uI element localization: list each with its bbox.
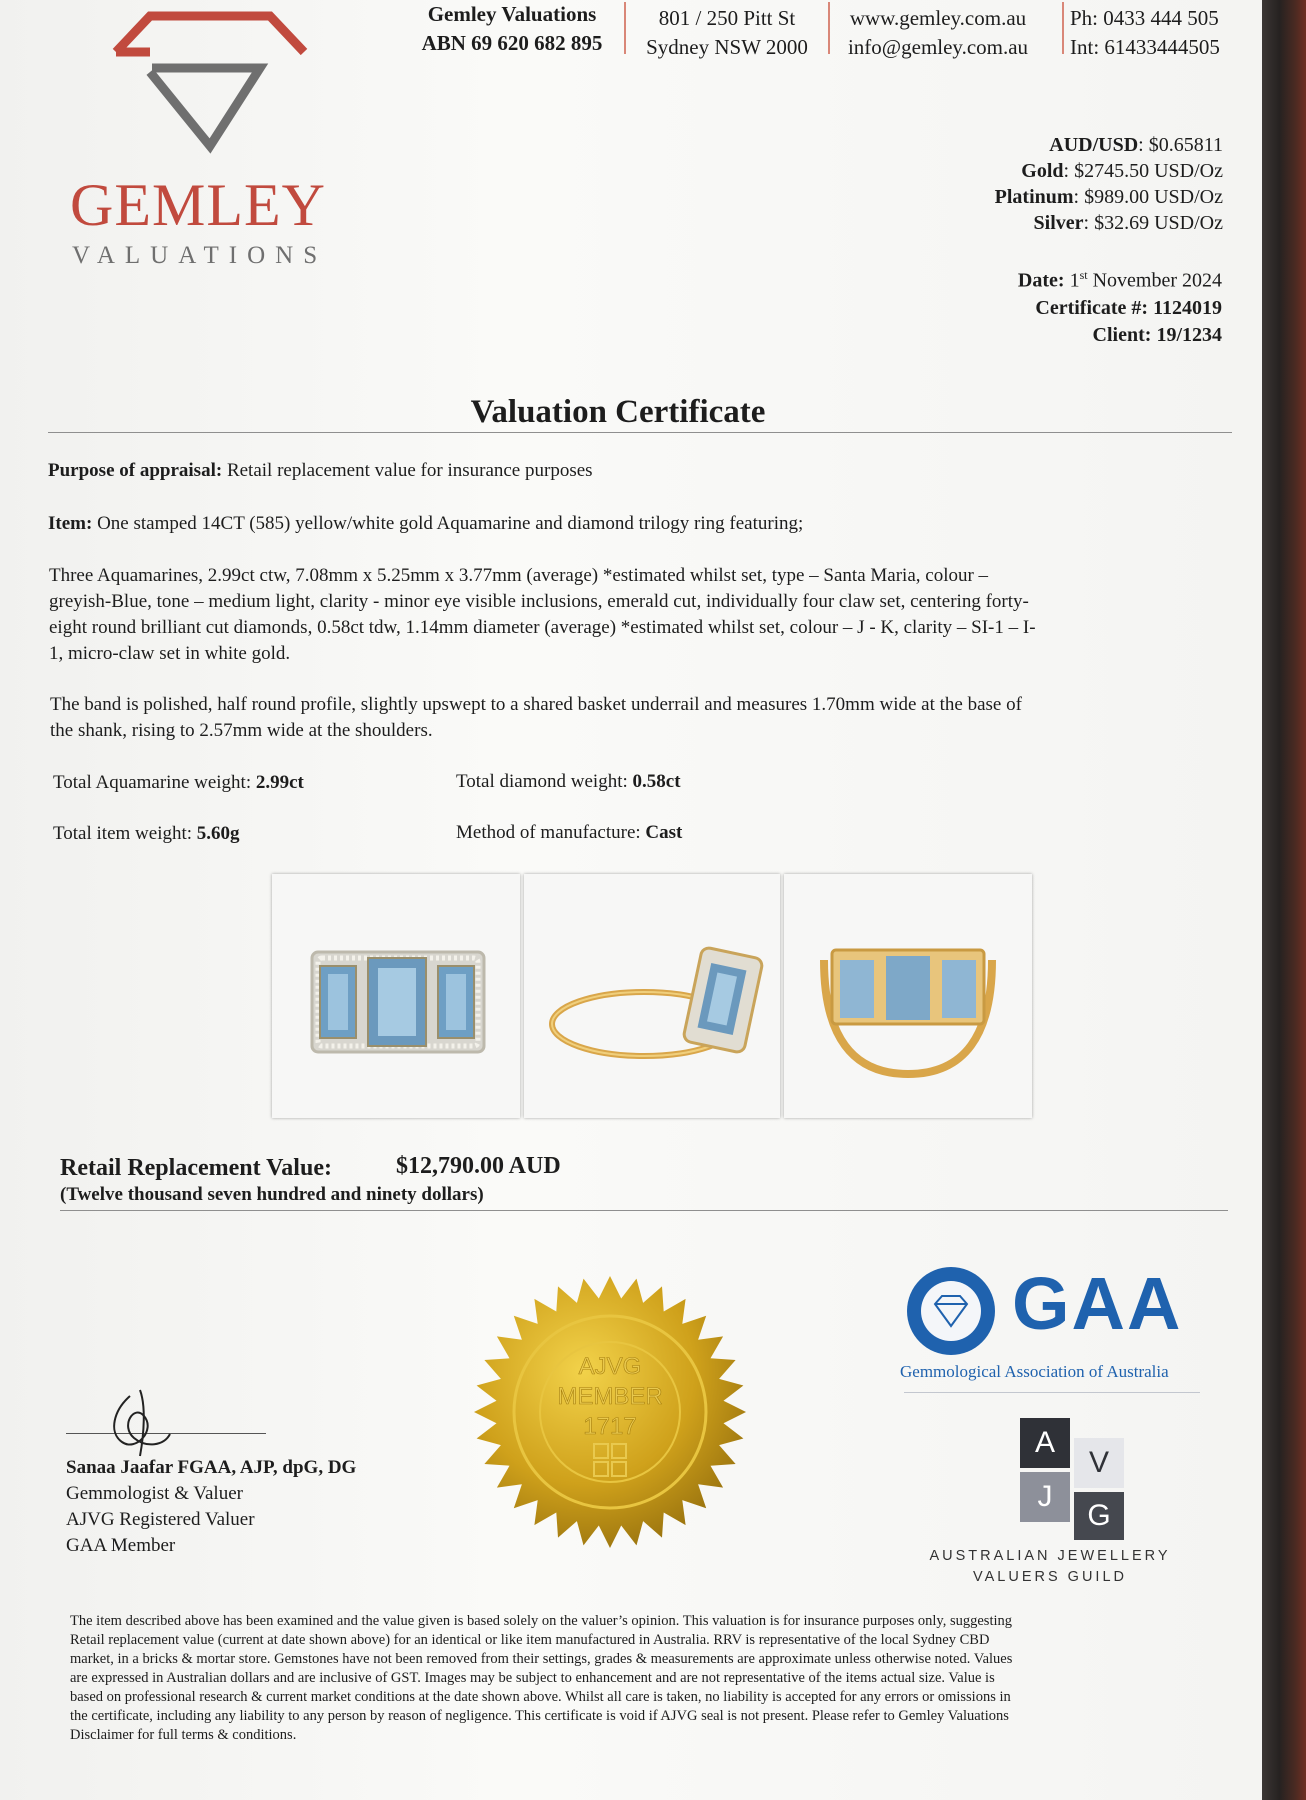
aquamarine-weight: Total Aquamarine weight: 2.99ct (53, 772, 304, 793)
retail-value-amount: $12,790.00 AUD (396, 1153, 561, 1179)
certificate-number: Certificate #: 1124019 (1035, 296, 1222, 319)
phone-international: Int: 61433444505 (1070, 35, 1220, 59)
certificate-date: Date: 1st November 2024 (1017, 268, 1222, 292)
ajvg-letter: G (1074, 1492, 1124, 1540)
ring-top-view-image (272, 874, 520, 1118)
rate-row: Silver: $32.69 USD/Oz (1033, 212, 1223, 234)
retail-value-label: Retail Replacement Value: (60, 1155, 332, 1181)
client-number: Client: 19/1234 (1092, 323, 1222, 346)
email-link[interactable]: info@gemley.com.au (847, 35, 1029, 59)
diamond-weight: Total diamond weight: 0.58ct (456, 771, 681, 792)
certificate-meta (800, 262, 1222, 349)
gaa-fullname: Gemmological Association of Australia (900, 1362, 1169, 1381)
gaa-emblem-icon (902, 1262, 1000, 1360)
company-name: Gemley Valuations (427, 2, 597, 26)
header-address (634, 4, 820, 62)
rate-row: Gold: $2745.50 USD/Oz (1021, 160, 1223, 182)
ajvg-letter: V (1074, 1438, 1124, 1488)
gaa-rule (904, 1392, 1200, 1393)
title-rule (48, 432, 1232, 433)
stone-description: Three Aquamarines, 2.99ct ctw, 7.08mm x 5.25mm x 3.77mm (average) *estimated whilst set, type – Santa Maria, colour – greyish-Blue, tone – medium light, clarity - minor eye visible inclusions, emerald cut, individually four claw set, centering forty- eight round brilliant cut diamonds, 0.58ct tdw, 1.14mm diameter (average) *estimated whilst set, colour – J - K, clarity – SI-1 – I- 1, micro-claw set in white gold. (49, 565, 1036, 664)
metal-rates (800, 132, 1223, 236)
ajvg-caption: AUSTRALIAN JEWELLERY VALUERS GUILD (929, 1548, 1171, 1585)
header-divider (1062, 2, 1064, 54)
item-line: Item: One stamped 14CT (585) yellow/white gold Aquamarine and diamond trilogy ring featuring; (48, 513, 804, 534)
item-weight: Total item weight: 5.60g (53, 823, 240, 844)
ajvg-logo (1020, 1418, 1124, 1540)
header-divider (828, 2, 830, 54)
valuer-role: AJVG Registered Valuer (66, 1509, 255, 1530)
disclaimer: The item described above has been examined and the value given is based solely on the valuer’s opinion. This valuation is for insurance purposes only, suggesting Retail replacement value (current at date shown above) for an identical or like item manufactured in Australia. RRV is representative of the local Sydney CBD market, in a bricks & mortar store. Gemstones have not been removed from their settings, grades & measurements are approximate unless otherwise noted. Values are expressed in Australian dollars and are inclusive of GST. Images may be subject to enhancement and are not representative of the items actual size. Value is based on professional research & current market conditions at the date shown above. Whilst all care is taken, no liability is accepted for any errors or omissions in the certificate, including any liability to any person by reason of negligence. This certificate is void if AJVG seal is not present. Please refer to Gemley Valuations Disclaimer for full terms & conditions. (70, 1613, 1013, 1743)
header-web (838, 4, 1038, 62)
company-abn: ABN 69 620 682 895 (421, 31, 603, 55)
gaa-wordmark: GAA (1012, 1262, 1183, 1345)
address-line-1: 801 / 250 Pitt St (658, 6, 796, 30)
seal-text-line3: 1717 (583, 1413, 637, 1440)
gem-logo-icon (110, 6, 310, 156)
value-rule (60, 1210, 1228, 1211)
rate-row: Platinum: $989.00 USD/Oz (994, 186, 1223, 208)
retail-value-words: (Twelve thousand seven hundred and ninety dollars) (60, 1184, 484, 1205)
header-divider (624, 2, 626, 54)
logo-wordmark: GEMLEY (70, 172, 326, 238)
header-phone (1070, 4, 1240, 62)
valuer-role: Gemmologist & Valuer (66, 1483, 243, 1504)
ajvg-letter: J (1020, 1472, 1070, 1522)
header-company (412, 0, 612, 58)
valuer-name: Sanaa Jaafar FGAA, AJP, dpG, DG (66, 1457, 357, 1478)
band-description: The band is polished, half round profile, slightly upswept to a shared basket underrail and measures 1.70mm wide at the base of the shank, rising to 2.57mm wide at the shoulders. (50, 694, 1022, 741)
page-edge-background (1262, 0, 1306, 1800)
ring-back-view-image (784, 874, 1032, 1118)
logo-subtitle: VALUATIONS (72, 242, 328, 269)
ring-photo-side (524, 874, 780, 1118)
valuer-block (66, 1455, 486, 1559)
ajvg-seal-icon (470, 1272, 750, 1552)
seal-text-line1: AJVG (578, 1353, 642, 1380)
ring-side-view-image (524, 874, 780, 1118)
ring-photo-top (272, 874, 520, 1118)
page-title: Valuation Certificate (470, 394, 766, 430)
phone-number: Ph: 0433 444 505 (1070, 6, 1219, 30)
valuer-role: GAA Member (66, 1535, 176, 1556)
ring-photo-back (784, 874, 1032, 1118)
manufacture-method: Method of manufacture: Cast (456, 822, 683, 843)
ajvg-letter: A (1020, 1418, 1070, 1468)
rate-row: AUD/USD: $0.65811 (1049, 134, 1223, 156)
signature-mark-icon (100, 1386, 190, 1462)
purpose-line: Purpose of appraisal: Retail replacement value for insurance purposes (48, 460, 593, 481)
address-line-2: Sydney NSW 2000 (646, 35, 808, 59)
website-link[interactable]: www.gemley.com.au (849, 6, 1027, 30)
seal-text-line2: MEMBER (557, 1383, 663, 1410)
